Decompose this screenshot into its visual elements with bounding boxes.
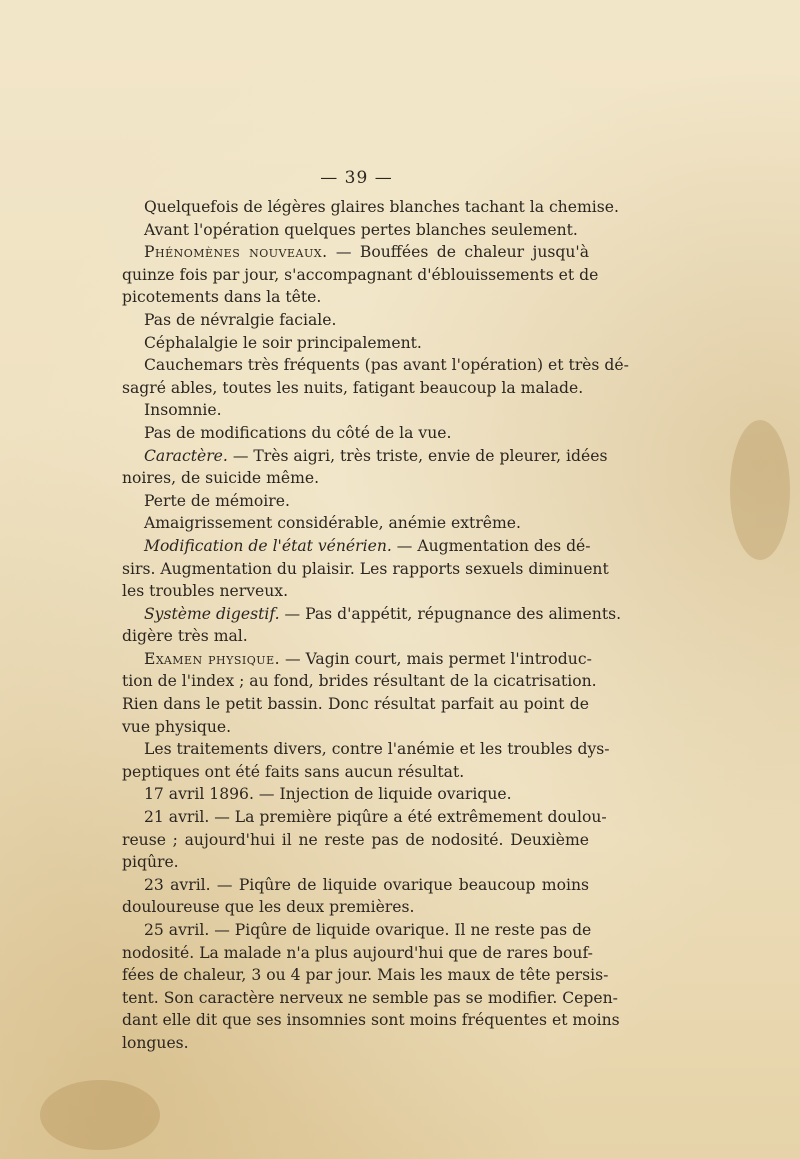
text-fragment: Céphalalgie le soir principalement.: [144, 333, 422, 352]
text-line: [122, 445, 608, 468]
text-fragment: dant elle dit que ses insomnies sont moins fréquentes et moins: [122, 1011, 620, 1030]
text-fragment: Les traitements divers, contre l'anémie et les troubles dys-: [144, 740, 610, 759]
text-fragment: Rien dans le petit bassin. Donc résultat parfait au point de: [122, 695, 589, 714]
text-line: [122, 942, 593, 965]
text-line: [122, 490, 589, 513]
text-fragment: nodosité. La malade n'a plus aujourd'hui que de rares bouf-: [122, 943, 593, 962]
text-line: [122, 716, 589, 739]
text-line: [122, 219, 589, 242]
text-fragment: fées de chaleur, 3 ou 4 par jour. Mais les maux de tête persis-: [122, 966, 609, 985]
text-fragment: piqûre.: [122, 853, 179, 872]
text-line: [122, 851, 589, 874]
text-line: [122, 241, 589, 264]
text-fragment: longues.: [122, 1033, 189, 1052]
text-fragment: noires, de suicide même.: [122, 469, 320, 488]
text-fragment: Amaigrissement considérable, anémie extrême.: [144, 514, 521, 533]
text-fragment: sirs. Augmentation du plaisir. Les rapports sexuels diminuent: [122, 559, 609, 578]
text-fragment: Pas de névralgie faciale.: [144, 310, 337, 329]
text-fragment: 17 avril 1896. — Injection de liquide ovarique.: [144, 785, 512, 804]
section-heading: Phénomènes nouveaux.: [144, 243, 328, 262]
section-heading-italic: Modification de l'état vénérien.: [144, 536, 392, 555]
text-line: [122, 286, 589, 309]
text-fragment: — Augmentation des dé-: [391, 536, 591, 555]
page-number: — 39 —: [320, 168, 393, 188]
text-line: [122, 535, 589, 558]
text-line: [122, 761, 589, 784]
text-line: [122, 1032, 589, 1055]
section-heading-italic: Système digestif.: [144, 604, 280, 623]
text-fragment: Cauchemars très fréquents (pas avant l'opération) et très dé-: [144, 356, 629, 375]
text-line: [122, 919, 592, 942]
text-line: [122, 512, 589, 535]
text-fragment: 25 avril. — Piqûre de liquide ovarique. Il ne reste pas de: [144, 921, 592, 939]
text-line: [122, 603, 622, 626]
text-fragment: Avant l'opération quelques pertes blanches seulement.: [144, 220, 578, 239]
text-fragment: digère très mal.: [122, 627, 248, 646]
text-fragment: reuse ; aujourd'hui il ne reste pas de nodosité. Deuxième: [122, 830, 589, 849]
text-line: [122, 806, 607, 829]
text-fragment: — Très aigri, très triste, envie de pleurer, idées: [227, 446, 608, 465]
text-line: [122, 309, 589, 332]
paper-stain: [730, 420, 790, 560]
text-fragment: — Pas d'appétit, répugnance des aliments.: [279, 604, 622, 623]
text-line: [122, 332, 589, 355]
text-line: [122, 987, 618, 1010]
text-fragment: tent. Son caractère nerveux ne semble pas se modifier. Cepen-: [122, 988, 618, 1007]
text-line: [122, 874, 589, 897]
text-fragment: douloureuse que les deux premières.: [122, 898, 415, 917]
text-line: [122, 783, 589, 806]
text-fragment: Quelquefois de légères glaires blanches tachant la chemise.: [144, 198, 619, 216]
paper-stain: [40, 1080, 160, 1150]
text-line: [122, 670, 597, 693]
text-fragment: tion de l'index ; au fond, brides résultant de la cicatrisation.: [122, 672, 597, 691]
text-fragment: peptiques ont été faits sans aucun résultat.: [122, 762, 465, 781]
text-line: [122, 264, 599, 287]
section-heading-italic: Caractère.: [144, 446, 228, 465]
text-fragment: sagré ables, toutes les nuits, fatigant beaucoup la malade.: [122, 378, 584, 397]
text-fragment: 23 avril. — Piqûre de liquide ovarique beaucoup moins: [144, 875, 589, 894]
section-heading: Examen physique.: [144, 649, 281, 668]
text-fragment: vue physique.: [122, 717, 232, 736]
text-line: [122, 399, 589, 422]
text-line: [122, 558, 609, 581]
text-fragment: les troubles nerveux.: [122, 582, 289, 601]
text-line: [122, 896, 589, 919]
text-fragment: Pas de modifications du côté de la vue.: [144, 423, 452, 442]
text-line: [122, 377, 589, 400]
text-line: [122, 467, 589, 490]
text-line: [122, 196, 619, 219]
text-line: [122, 738, 610, 761]
text-line: [122, 964, 609, 987]
text-fragment: Insomnie.: [144, 401, 222, 420]
text-line: [122, 1009, 620, 1032]
text-line: [122, 648, 592, 671]
text-fragment: — Bouffées de chaleur jusqu'à: [327, 243, 589, 262]
text-fragment: 21 avril. — La première piqûre a été extrêmement doulou-: [144, 808, 607, 827]
text-line: [122, 354, 629, 377]
text-line: [122, 829, 589, 852]
text-fragment: Perte de mémoire.: [144, 491, 290, 510]
text-fragment: — Vagin court, mais permet l'introduc-: [280, 649, 592, 668]
text-line: [122, 422, 589, 445]
text-line: [122, 625, 589, 648]
document-body: [122, 196, 629, 1055]
text-fragment: quinze fois par jour, s'accompagnant d'éblouissements et de: [122, 265, 599, 284]
text-line: [122, 693, 589, 716]
text-line: [122, 580, 589, 603]
text-fragment: picotements dans la tête.: [122, 288, 322, 307]
